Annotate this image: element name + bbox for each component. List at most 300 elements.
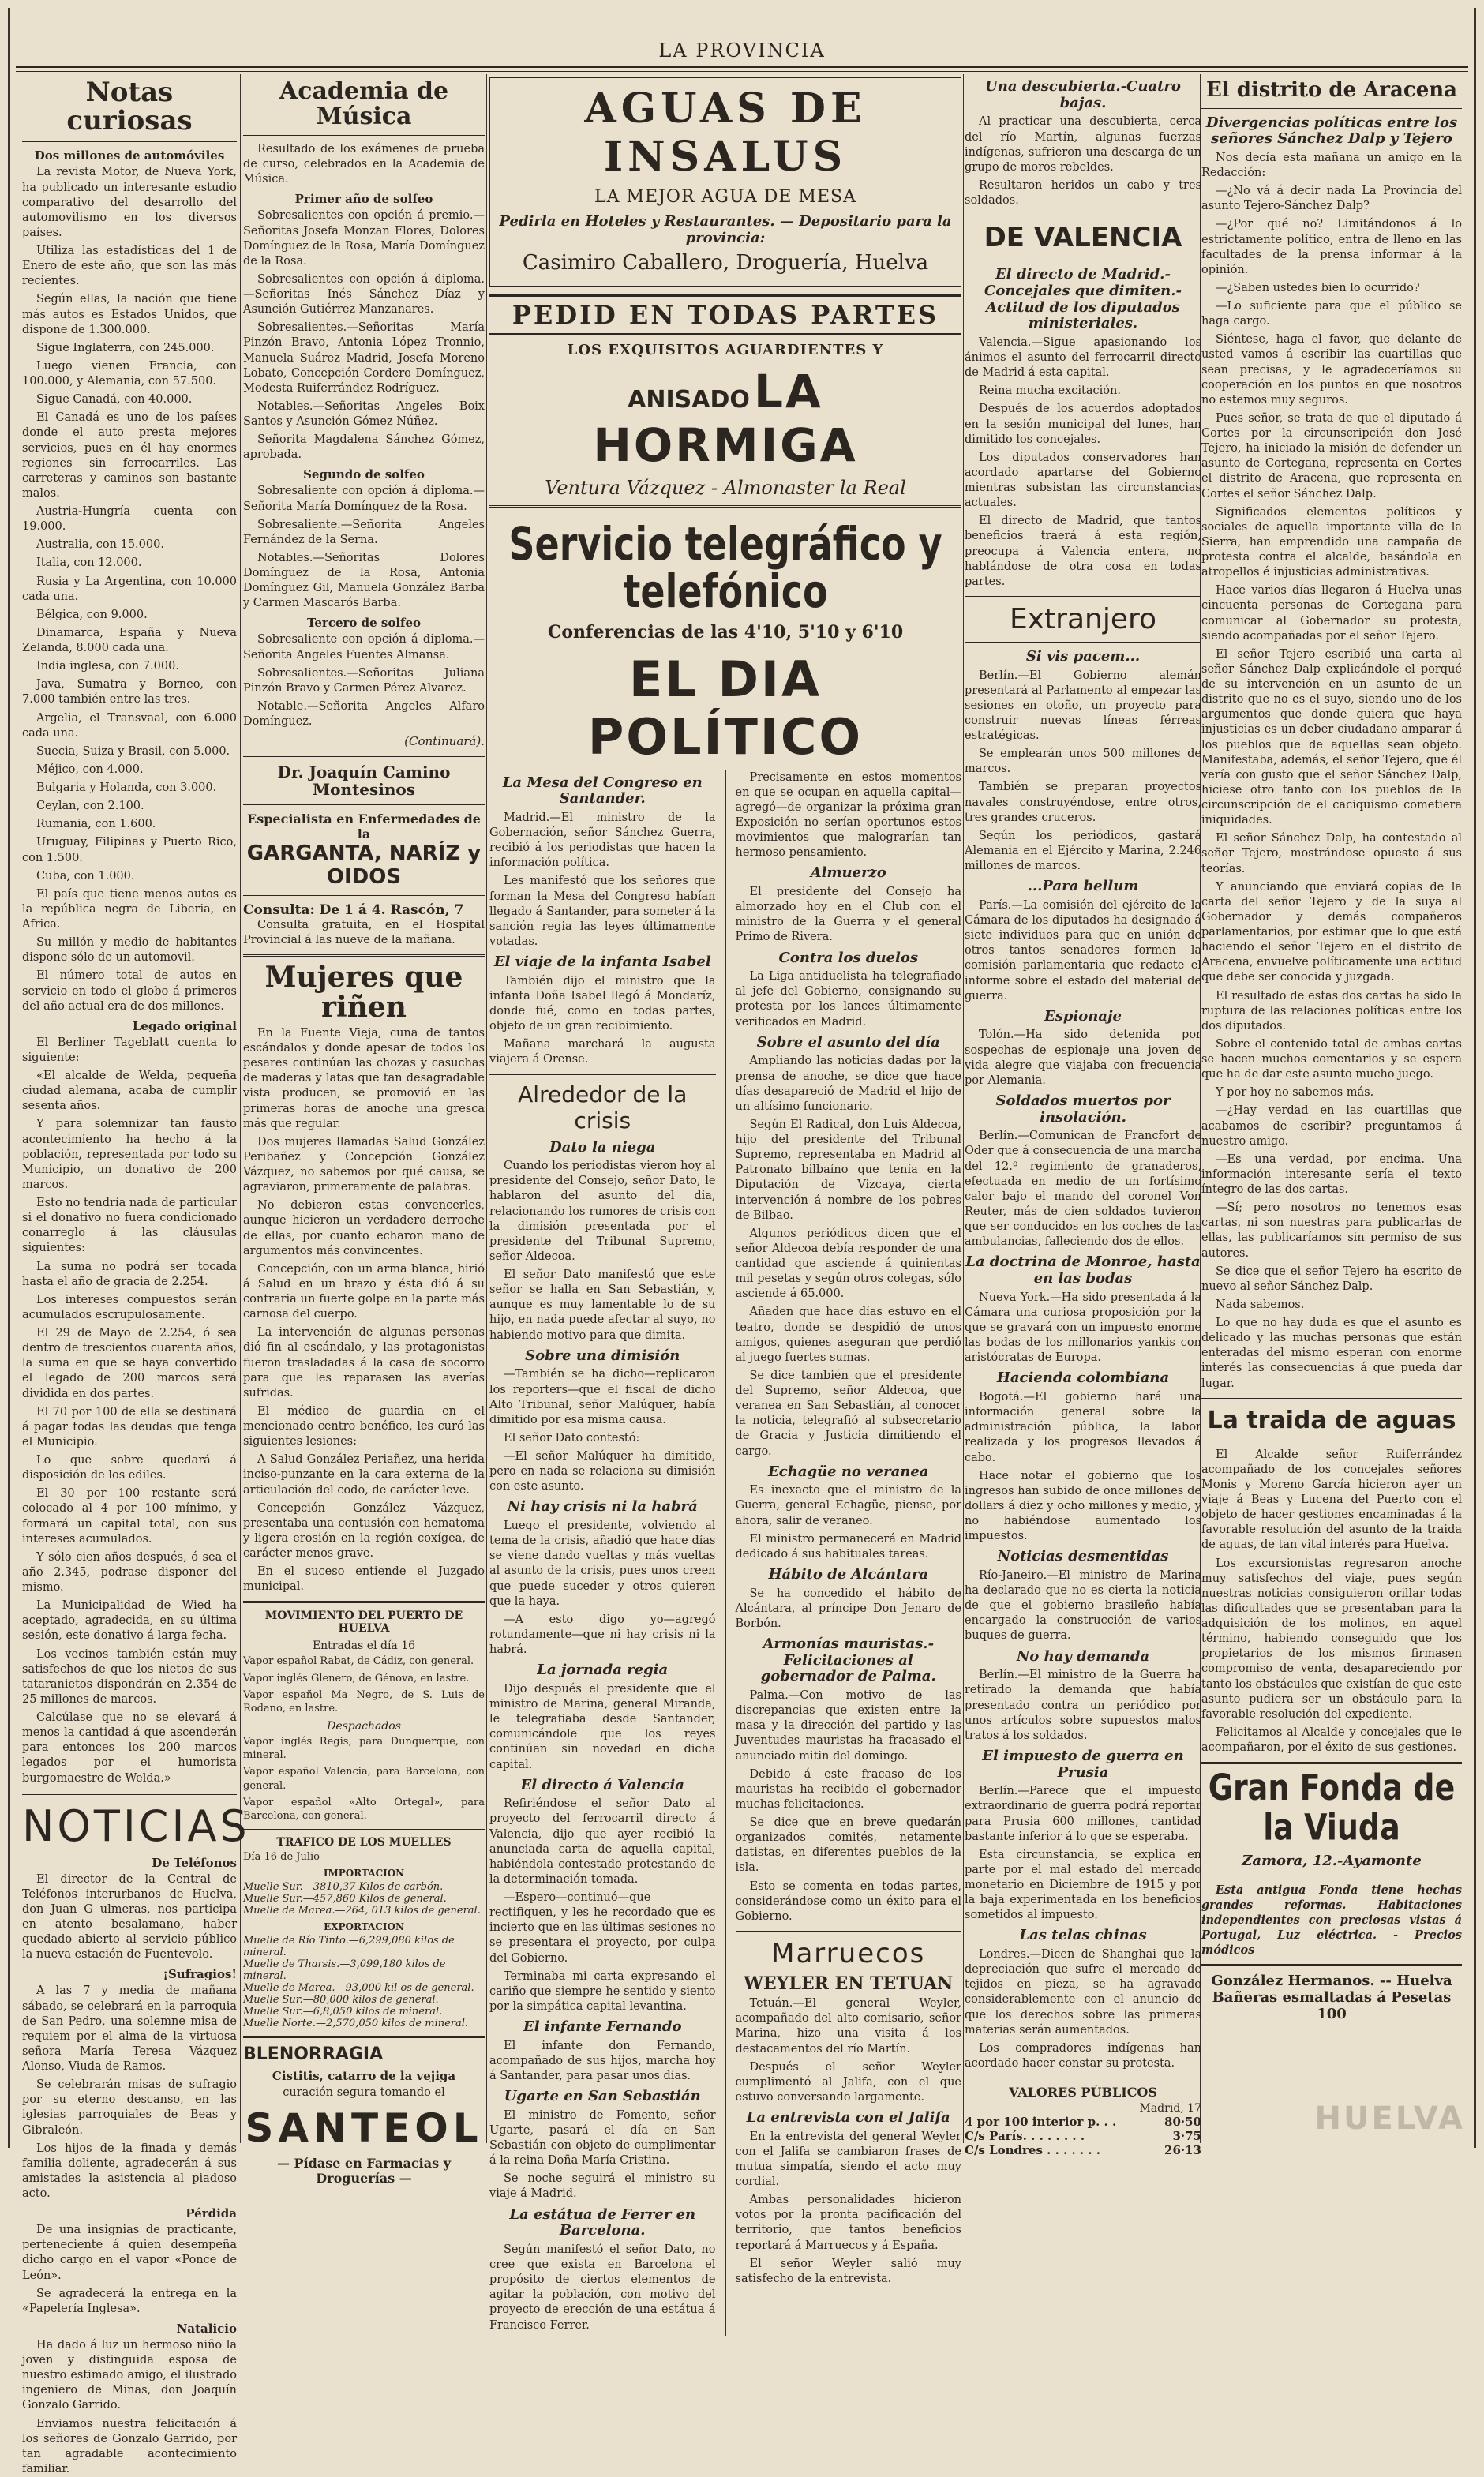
paragraph: En el suceso entiende el Juzgado municipal. bbox=[243, 1565, 485, 1594]
extranjero-title: Extranjero bbox=[965, 603, 1201, 635]
alrededor-title: Alrededor de la crisis bbox=[489, 1081, 716, 1134]
paragraph: Refiriéndose el señor Dato al proyecto del ferrocarril directo á Valencia, dijo que ayer recibió la anunciada carta de aquella capital, habiéndola contestado protestando de la determinación tomada. bbox=[489, 1797, 716, 1887]
fonda-address: Zamora, 12.-Ayamonte bbox=[1201, 1853, 1462, 1869]
paragraph: El resultado de estas dos cartas ha sido la ruptura de las relaciones políticas entre los dos diputados. bbox=[1201, 989, 1462, 1034]
sufragios-body bbox=[22, 1984, 237, 2202]
tercero-subtitle: Tercero de solfeo bbox=[243, 616, 485, 630]
divider bbox=[736, 1931, 962, 1932]
continuara: (Continuará). bbox=[243, 734, 485, 748]
mujeres-title: Mujeres que riñen bbox=[243, 963, 485, 1023]
paragraph: El presidente del Consejo ha almorzado hoy en el Club con el ministro de la Guerra y el general Primo de Rivera. bbox=[736, 885, 962, 946]
paragraph: Ceylan, con 2.100. bbox=[22, 799, 237, 814]
column-5 bbox=[1201, 74, 1462, 2143]
paragraph: El Alcalde señor Ruiferrández acompañado de los concejales señores Monis y Moreno García hicieron ayer un viaje á Beas y Lucena del Puerto con el objeto de hacer gestiones encaminadas á la favorable resolución del asunto de la traida de aguas, de tan vital interés para Huelva. bbox=[1201, 1448, 1462, 1553]
paragraph: Les manifestó que los señores que forman la Mesa del Congreso habían llegado á Santander, para someter á la sanción regia las leyes últimamente votadas. bbox=[489, 874, 716, 950]
paragraph: Muelle Sur.—80,000 kilos de general. bbox=[243, 1994, 485, 2006]
paragraph: Suecia, Suiza y Brasil, con 5.000. bbox=[22, 744, 237, 759]
directo-subtitle: El directo á Valencia bbox=[489, 1778, 716, 1794]
watermark: HUELVA bbox=[1315, 2100, 1465, 2137]
paragraph: India inglesa, con 7.000. bbox=[22, 659, 237, 674]
hormiga-ad bbox=[489, 365, 961, 472]
valencia-title: DE VALENCIA bbox=[965, 222, 1201, 253]
ugarte-body bbox=[489, 2108, 716, 2202]
legado-subtitle: Legado original bbox=[22, 1019, 237, 1033]
demanda-subtitle: No hay demanda bbox=[965, 1649, 1201, 1666]
column-4 bbox=[965, 74, 1201, 2143]
paragraph: Cuando los periodistas vieron hoy al presidente del Consejo, señor Dato, le hablaron del asunto del día, relacionando los rumores de crisis con la dimisión presentada por el presidente del Tribunal Supremo, señor Aldecoa. bbox=[489, 1159, 716, 1265]
paragraph: Luego el presidente, volviendo al tema de la crisis, añadió que hace días se viene dando vueltas y más vueltas al asunto de la crisis, pues unos creen que puede suceder y otros quieren que la haya. bbox=[489, 1519, 716, 1609]
paragraph: Esto no tendría nada de particular si el donativo no fuera condicionado conarreglo á las cláusulas siguientes: bbox=[22, 1196, 237, 1257]
mesa-body bbox=[489, 811, 716, 950]
paragraph: París.—La comisión del ejército de la Cámara de los diputados ha designado á siete individuos para que en unión de otros tantos senadores formen la comisión parlamentaria que redacte el informe sobre el estado del material de guerra. bbox=[965, 898, 1201, 1004]
paragraph: Felicitamos al Alcalde y concejales que le acompañaron, por el éxito de sus gestiones. bbox=[1201, 1726, 1462, 1756]
notas-subtitle: Dos millones de automóviles bbox=[22, 148, 237, 163]
estatua-subtitle: La estátua de Ferrer en Barcelona. bbox=[489, 2207, 716, 2239]
paragraph: La Liga antiduelista ha telegrafiado al jefe del Gobierno, consignando su protesta por los lances últimamente verificados en Madrid. bbox=[736, 969, 962, 1030]
divider bbox=[243, 1601, 485, 1603]
paragraph: Ambas personalidades hicieron votos por la pronta pacificación del territorio, que tantos beneficios reportará á Marruecos y á España. bbox=[736, 2193, 962, 2254]
paragraph: Y anunciando que enviará copias de la carta del señor Tejero y de la suya al Gobernador y demás compañeros parlamentarios, por estimar que lo que está haciendo el señor Tejero en el distrito de Aracena, envuelve políticamente una actitud que debe ser conocida y juzgada. bbox=[1201, 880, 1462, 986]
paragraph: El 70 por 100 de ella se destinará á pagar todas las deudas que tenga el Municipio. bbox=[22, 1405, 237, 1450]
paragraph: Se ha concedido el hábito de Alcántara, al príncipe Don Jenaro de Borbón. bbox=[736, 1587, 962, 1632]
masthead-title: LA PROVINCIA bbox=[16, 39, 1468, 62]
desmentidas-subtitle: Noticias desmentidas bbox=[965, 1549, 1201, 1565]
paragraph: Londres.—Dicen de Shanghai que la depreciación que sufre el mercado de tejidos en pieza, se ha agravado considerablemente con el anuncio de que los derechos sobre las primeras materias serán aumentados. bbox=[965, 1947, 1201, 2038]
paragraph: El señor Sánchez Dalp, ha contestado al señor Tejero, mostrándose opuesto á sus teorías. bbox=[1201, 831, 1462, 876]
madrid-subtitle: El directo de Madrid.-Concejales que dimiten.-Actitud de los diputados ministeriales. bbox=[965, 267, 1201, 332]
doctor-hospital: Consulta gratuita, en el Hospital Provincial á las nueve de la mañana. bbox=[243, 918, 485, 948]
anisado-label: ANISADO bbox=[628, 386, 750, 414]
paragraph: Siéntese, haga el favor, que delante de usted vamos á escribir las cuartillas que sean precisas, y le agradeceríamos su cooperación en los puntos en que nosotros no estemos muy seguros. bbox=[1201, 332, 1462, 408]
paragraph: —A esto digo yo—agregó rotundamente—que ni hay crisis ni la habrá. bbox=[489, 1613, 716, 1658]
prusia-subtitle: El impuesto de guerra en Prusia bbox=[965, 1748, 1201, 1781]
trafico-exportacion-list bbox=[243, 1935, 485, 2029]
telas-body bbox=[965, 1947, 1201, 2071]
soldados-body bbox=[965, 1129, 1201, 1250]
paragraph: El directo de Madrid, que tantos beneficios traerá á esta región, preocupa á Valencia entera, no hablándose de otra cosa en todas partes. bbox=[965, 514, 1201, 590]
paragraph: Muelle de Tharsis.—3,099,180 kilos de mineral. bbox=[243, 1958, 485, 1982]
paragraph: Y por hoy no sabemos más. bbox=[1201, 1085, 1462, 1100]
segundo-body bbox=[243, 484, 485, 611]
divider bbox=[22, 1793, 237, 1795]
paragraph: Australia, con 15.000. bbox=[22, 538, 237, 553]
paragraph: Berlín.—El ministro de la Guerra ha retirado la demanda que había presentado contra un periódico por unos artículos sobre supuestos malos tratos á los soldados. bbox=[965, 1668, 1201, 1744]
paragraph: Esto se comenta en todas partes, considerándose como un éxito para el Gobierno. bbox=[736, 1879, 962, 1924]
perdida-subtitle: Pérdida bbox=[22, 2206, 237, 2220]
paragraph: Sobresalientes.—Señoritas Juliana Pinzón Bravo y Carmen Pérez Alvarez. bbox=[243, 666, 485, 696]
paragraph: —Espero—continuó—que rectifiquen, y les he recordado que es incierto que en las últimas sesiones no se presentara el proyecto, por culpa del Gobierno. bbox=[489, 1891, 716, 1966]
segundo-subtitle: Segundo de solfeo bbox=[243, 467, 485, 482]
valores-row bbox=[965, 2129, 1201, 2143]
paragraph: Según El Radical, don Luis Aldecoa, hijo del presidente del Tribunal Supremo, representaba en Madrid al Patronato bilbaíno que tenía en la Diputación de Vizcaya, cierta intervención á nombre de los pobres de Bilbao. bbox=[736, 1118, 962, 1224]
madrid-body bbox=[965, 335, 1201, 590]
dimision-subtitle: Sobre una dimisión bbox=[489, 1348, 716, 1365]
paragraph: Los diputados conservadores han acordado apartarse del Gobierno mientras subsistan las circunstancias actuales. bbox=[965, 451, 1201, 512]
trafico-importacion: IMPORTACION bbox=[243, 1868, 485, 1879]
banos-ad: Bañeras esmaltadas á Pesetas 100 bbox=[1201, 1989, 1462, 2022]
paragraph: Dos mujeres llamadas Salud González Peribañez y Concepción González Vázquez, no sabemos por qué causa, se agraviaron, primeramente de palabras. bbox=[243, 1135, 485, 1196]
paragraph: Los intereses compuestos serán acumulados escrupulosamente. bbox=[22, 1293, 237, 1323]
desmentidas-body bbox=[965, 1568, 1201, 1644]
paragraph: El 30 por 100 restante será colocado al 4 por 100 mínimo, y formará un capital total, con sus intereses acumulados. bbox=[22, 1486, 237, 1547]
paragraph: —¿Hay verdad en las cuartillas que acabamos de escribir? preguntamos á nuestro amigo. bbox=[1201, 1104, 1462, 1149]
sufragios-subtitle: ¡Sufragios! bbox=[22, 1967, 237, 1981]
paragraph: Berlín.—El Gobierno alemán presentará al Parlamento al empezar las sesiones en otoño, un proyecto para construir nuevas líneas férreas estratégicas. bbox=[965, 669, 1201, 744]
paragraph: —También se ha dicho—replicaron los reporters—que el fiscal de dicho Alto Tribunal, señor Malúquer, había dimitido por esa misma causa. bbox=[489, 1367, 716, 1428]
viaje-subtitle: El viaje de la infanta Isabel bbox=[489, 954, 716, 971]
aguas-line: LA MEJOR AGUA DE MESA bbox=[498, 187, 953, 207]
notas-title: Notas curiosas bbox=[22, 79, 237, 135]
mesa-subtitle: La Mesa del Congreso en Santander. bbox=[489, 775, 716, 808]
column-3 bbox=[489, 74, 961, 2143]
monroe-body bbox=[965, 1291, 1201, 1366]
prusia-body bbox=[965, 1784, 1201, 1923]
almuerzo-body bbox=[736, 885, 962, 946]
hormiga-brand: LA HORMIGA bbox=[593, 365, 857, 472]
paragraph: Uruguay, Filipinas y Puerto Rico, con 1.500. bbox=[22, 835, 237, 865]
valores-value: 80·50 bbox=[1164, 2115, 1201, 2129]
demanda-body bbox=[965, 1668, 1201, 1744]
divider bbox=[489, 1074, 716, 1075]
paragraph: Algunos periódicos dicen que el señor Aldecoa debía responder de una cantidad que asciende á quinientas mil pesetas y según otros colegas, sólo asciende á 65.000. bbox=[736, 1227, 962, 1302]
telefonos-body bbox=[22, 1872, 237, 1963]
paragraph: Sobresaliente.—Señorita Angeles Fernández de la Serna. bbox=[243, 518, 485, 548]
column-divider bbox=[486, 74, 487, 2143]
trafico-title: TRAFICO DE LOS MUELLES bbox=[243, 1836, 485, 1849]
paragraph: Italia, con 12.000. bbox=[22, 556, 237, 571]
paragraph: Debido á este fracaso de los mauristas ha recibido el gobernador muchas felicitaciones. bbox=[736, 1767, 962, 1812]
dia-politico-title: EL DIA POLÍTICO bbox=[489, 650, 961, 766]
masthead bbox=[16, 51, 1468, 62]
divider bbox=[965, 642, 1201, 643]
valores-label: 4 por 100 interior p. . . bbox=[965, 2115, 1116, 2129]
paragraph: Se emplearán unos 500 millones de marcos. bbox=[965, 747, 1201, 777]
valores-title: VALORES PÚBLICOS bbox=[965, 2085, 1201, 2100]
asunto-body bbox=[736, 1054, 962, 1459]
entrevista-subtitle: La entrevista con el Jalifa bbox=[736, 2110, 962, 2127]
paragraph: Notables.—Señoritas Angeles Boix Santos y Asunción Gómez Núñez. bbox=[243, 399, 485, 429]
paragraph: —Es una verdad, por encima. Una información interesante sería el texto íntegro de las dos cartas. bbox=[1201, 1152, 1462, 1197]
paragraph: En la Fuente Vieja, cuna de tantos escándalos y donde apesar de todos los pesares continúan las chozas y casuchas de maderas y latas que tan desagradable vista producen, se promovió en las primeras horas de anoche una gresca más que regular. bbox=[243, 1026, 485, 1132]
pedid-banner: PEDID EN TODAS PARTES bbox=[489, 294, 961, 335]
paragraph: Se noche seguirá el ministro su viaje á Madrid. bbox=[489, 2172, 716, 2202]
paragraph: Vapor español Valencia, para Barcelona, con general. bbox=[243, 1765, 485, 1792]
column-2 bbox=[243, 74, 485, 2143]
paragraph: Los compradores indígenas han acordado hacer constar su protesta. bbox=[965, 2041, 1201, 2071]
paragraph: —¿Saben ustedes bien lo ocurrido? bbox=[1201, 281, 1462, 296]
aguas-title: AGUAS DE INSALUS bbox=[498, 84, 953, 181]
paragraph: Vapor inglés Regis, para Dunquerque, con mineral. bbox=[243, 1735, 485, 1762]
paragraph: Bogotá.—El gobierno hará una información general sobre la administración pública, la labor realizada y los progresos llevados á cabo. bbox=[965, 1390, 1201, 1466]
paragraph: Al practicar una descubierta, cerca del río Martín, algunas fuerzas indígenas, sufrieron una descarga de un grupo de moros rebeldes. bbox=[965, 114, 1201, 175]
paragraph: Añaden que hace días estuvo en el teatro, donde se despidió de unos amigos, quienes aseguran que perdió al juego fuertes sumas. bbox=[736, 1305, 962, 1366]
paragraph: Muelle Norte.—2,570,050 kilos de mineral. bbox=[243, 2018, 485, 2029]
paragraph: —¿No vá á decir nada La Provincia del asunto Tejero-Sánchez Dalp? bbox=[1201, 184, 1462, 214]
descubierta-subtitle: Una descubierta.-Cuatro bajas. bbox=[965, 79, 1201, 111]
paragraph: Se dice también que el presidente del Supremo, señor Aldecoa, que veranea en San Sebastián, al conocer la noticia, telegrafió al subsecretario de Gracia y Justicia dimitiendo el cargo. bbox=[736, 1369, 962, 1460]
natalicio-body bbox=[22, 2338, 237, 2477]
paragraph: —El señor Malúquer ha dimitido, pero en nada se relaciona su dimisión con este asunto. bbox=[489, 1449, 716, 1494]
primer-body bbox=[243, 208, 485, 463]
divider bbox=[489, 505, 961, 508]
paragraph: Notables.—Señoritas Dolores Domínguez de la Rosa, Antonia Domínguez Gil, Manuela González Barba y Carmen Mascarós Barba. bbox=[243, 551, 485, 612]
telefonos-subtitle: De Teléfonos bbox=[22, 1856, 237, 1870]
conferencias-line: Conferencias de las 4'10, 5'10 y 6'10 bbox=[489, 622, 961, 643]
paragraph: Según manifestó el señor Dato, no cree que exista en Barcelona el propósito de ciertos elementos de agitar la población, con motivo del proyecto de erección de una estátua á Francisco Ferrer. bbox=[489, 2243, 716, 2333]
paragraph: —Lo suficiente para que el público se haga cargo. bbox=[1201, 299, 1462, 329]
doctor-consulta: Consulta: De 1 á 4. Rascón, 7 bbox=[243, 902, 485, 918]
paragraph: Lo que no hay duda es que el asunto es delicado y las muchas personas que están enteradas del mismo esperan con enorme interés las consecuencias á que pueda dar lugar. bbox=[1201, 1316, 1462, 1392]
aracena-title: El distrito de Aracena bbox=[1201, 79, 1462, 102]
bellum-body bbox=[965, 898, 1201, 1004]
trafico-exportacion: EXPORTACION bbox=[243, 1921, 485, 1932]
valores-date: Madrid, 17 bbox=[965, 2102, 1201, 2115]
masthead-rule-thin bbox=[16, 71, 1468, 72]
paragraph: Se dice que el señor Tejero ha escrito de nuevo al señor Sánchez Dalp. bbox=[1201, 1265, 1462, 1295]
paragraph: Según los periódicos, gastará Alemania en el Ejército y Marina, 2.246 millones de marcos. bbox=[965, 829, 1201, 874]
paragraph: Concepción González Vázquez, presentaba una contusión con hematoma y ligera erosión en la región coxígea, de carácter menos grave. bbox=[243, 1501, 485, 1562]
echague-subtitle: Echagüe no veranea bbox=[736, 1464, 962, 1481]
paragraph: Vapor español Rabat, de Cádiz, con general. bbox=[243, 1654, 485, 1668]
paragraph: El señor Dato manifestó que este señor se halla en San Sebastián, y, aunque es muy lamentable lo de su hijo, en nada puede afectar al suyo, no habiendo motivo para que dimita. bbox=[489, 1268, 716, 1343]
aguas-depositario: Casimiro Caballero, Droguería, Huelva bbox=[498, 251, 953, 275]
valores-row bbox=[965, 2143, 1201, 2157]
paragraph: «El alcalde de Welda, pequeña ciudad alemana, acaba de cumplir sesenta años. bbox=[22, 1069, 237, 1114]
paragraph: Notable.—Señorita Angeles Alfaro Domínguez. bbox=[243, 699, 485, 729]
paragraph: Madrid.—El ministro de la Gobernación, señor Sánchez Guerra, recibió á los periodistas que hacen la información política. bbox=[489, 811, 716, 871]
paragraph: Nos decía esta mañana un amigo en la Redacción: bbox=[1201, 151, 1462, 181]
armonias-body bbox=[736, 1688, 962, 1924]
academia-intro: Resultado de los exámenes de prueba de curso, celebrados en la Academia de Música. bbox=[243, 142, 485, 187]
dia-politico-columns bbox=[489, 770, 961, 2336]
intro-body bbox=[736, 770, 962, 861]
soldados-subtitle: Soldados muertos por insolación. bbox=[965, 1093, 1201, 1126]
paragraph: Austria-Hungría cuenta con 19.000. bbox=[22, 504, 237, 534]
marruecos-title: Marruecos bbox=[736, 1938, 962, 1969]
divider bbox=[243, 755, 485, 757]
dia-left bbox=[489, 770, 716, 2336]
divider bbox=[965, 596, 1201, 597]
infante-subtitle: El infante Fernando bbox=[489, 2019, 716, 2036]
column-divider bbox=[963, 74, 964, 2143]
fonda-title: Gran Fonda de la Viuda bbox=[1201, 1769, 1462, 1848]
paragraph: En la entrevista del general Weyler con el Jalifa se cambiaron frases de mutua simpatía, siendo el acto muy cordial. bbox=[736, 2130, 962, 2190]
divider bbox=[243, 2036, 485, 2038]
dato-subtitle: Dato la niega bbox=[489, 1140, 716, 1156]
academia-title: Academia de Música bbox=[243, 79, 485, 129]
paragraph: Según ellas, la nación que tiene más autos es Estados Unidos, que dispone de 1.300.000. bbox=[22, 292, 237, 337]
paragraph: Enviamos nuestra felicitación á los señores de Gonzalo Garrido, por tan agradable acontecimiento familiar. bbox=[22, 2417, 237, 2477]
paragraph: Sobresalientes.—Señoritas María Pinzón Bravo, Antonia López Tronnio, Manuela Suárez Madrid, Josefa Moreno Lobato, Concepción Cordero Domínguez, Modesta Ruiferrández Rodríguez. bbox=[243, 320, 485, 396]
paragraph: Sobresalientes con opción á premio.—Señoritas Josefa Monzan Flores, Dolores Domínguez de la Rosa, María Domínguez de la Rosa. bbox=[243, 208, 485, 269]
paragraph: Hace varios días llegaron á Huelva unas cincuenta personas de Cortegana para comunicar al Gobernador su protesta, siendo acompañadas por el señor Tejero. bbox=[1201, 583, 1462, 644]
natalicio-subtitle: Natalicio bbox=[22, 2321, 237, 2336]
tercero-body bbox=[243, 632, 485, 729]
jornada-subtitle: La jornada regia bbox=[489, 1662, 716, 1679]
blenorragia-cure: curación segura tomando el bbox=[243, 2085, 485, 2100]
valores-label: C/s Londres . . . . . . . bbox=[965, 2143, 1100, 2157]
paragraph: Lo que sobre quedará á disposición de los ediles. bbox=[22, 1453, 237, 1483]
paragraph: Terminaba mi carta expresando el cariño que siempre he sentido y siento por la simpática capital levantina. bbox=[489, 1969, 716, 2014]
paragraph: El director de la Central de Teléfonos interurbanos de Huelva, don Juan G ulmeras, nos participa en atento besalamano, haber quedado abierto al servicio público la nueva estación de Fuentevolo. bbox=[22, 1872, 237, 1963]
paragraph: Rusia y La Argentina, con 10.000 cada una. bbox=[22, 575, 237, 605]
hacienda-body bbox=[965, 1390, 1201, 1544]
paragraph: No debieron estas convencerles, aunque hicieron un verdadero derroche de ellas, por cuanto echaron mano de argumentos más convincentes. bbox=[243, 1198, 485, 1259]
blenorragia-title: BLENORRAGIA bbox=[243, 2044, 485, 2064]
notas-body bbox=[22, 165, 237, 1014]
paragraph: Se celebrarán misas de sufragio por su eterno descanso, en las iglesias parroquiales de Beas y Gibraleón. bbox=[22, 2078, 237, 2138]
movimiento-title: MOVIMIENTO DEL PUERTO DE HUELVA bbox=[243, 1609, 485, 1635]
paragraph: Hace notar el gobierno que los ingresos han subido de once millones de dollars á diez y ocho millones y medio, y no habiéndose aumentado los impuestos. bbox=[965, 1469, 1201, 1545]
espionaje-body bbox=[965, 1028, 1201, 1089]
paragraph: Pues señor, se trata de que el diputado á Cortes por la circunscripción don José Tejero, ha iniciado la misión de defender un asunto de Cortegana, representa en Cortes el distrito de Aracena, que representa en Cortes el señor Sánchez Dalp. bbox=[1201, 411, 1462, 502]
paragraph: A las 7 y media de mañana sábado, se celebrará en la parroquia de San Pedro, una solemne misa de requiem por el alma de la virtuosa señora María Teresa Vázquez Alonso, Viuda de Ramos. bbox=[22, 1984, 237, 2074]
bellum-subtitle: ...Para bellum bbox=[965, 879, 1201, 895]
divider bbox=[1201, 1398, 1462, 1400]
paragraph: La intervención de algunas personas dió fin al escándalo, y las protagonistas fueron trasladadas á la casa de socorro para que les reparasen las averías sufridas. bbox=[243, 1325, 485, 1401]
paragraph: Su millón y medio de habitantes dispone sólo de un automovil. bbox=[22, 935, 237, 965]
trafico-date: Día 16 de Julio bbox=[243, 1851, 485, 1863]
paragraph: Bulgaria y Holanda, con 3.000. bbox=[22, 781, 237, 796]
paragraph: Después el señor Weyler cumplimentó al Jalifa, con el que estuvo conversando largamente. bbox=[736, 2060, 962, 2105]
nohay-subtitle: Ni hay crisis ni la habrá bbox=[489, 1499, 716, 1516]
ventura-line: Ventura Vázquez - Almonaster la Real bbox=[489, 477, 961, 499]
paragraph: Cuba, con 1.000. bbox=[22, 869, 237, 884]
paragraph: El señor Dato contestó: bbox=[489, 1431, 716, 1446]
doctor-ad bbox=[243, 763, 485, 948]
valores-label: C/s París. . . . . . . . bbox=[965, 2129, 1085, 2143]
paragraph: La suma no podrá ser tocada hasta el año de gracia de 2.254. bbox=[22, 1260, 237, 1290]
paragraph: Nada sabemos. bbox=[1201, 1298, 1462, 1313]
paragraph: Muelle Sur.—3810,37 Kilos de carbón. bbox=[243, 1881, 485, 1893]
paragraph: Nueva York.—Ha sido presentada á la Cámara una curiosa proposición por la que se gravará con un impuesto enorme las bodas de los millonarios yankis con aristócratas de Europa. bbox=[965, 1291, 1201, 1366]
paragraph: Rumania, con 1.600. bbox=[22, 817, 237, 832]
paragraph: Sigue Canadá, con 40.000. bbox=[22, 392, 237, 407]
divider bbox=[243, 135, 485, 136]
paragraph: Esta circunstancia, se explica en parte por el mal estado del mercado monetario en Diciembre de 1915 y por la baja experimentada en los beneficios sometidos al impuesto. bbox=[965, 1848, 1201, 1924]
paragraph: Y sólo cien años después, ó sea el año 2.345, podrase disponer del mismo. bbox=[22, 1550, 237, 1595]
monroe-subtitle: La doctrina de Monroe, hasta en las bodas bbox=[965, 1254, 1201, 1287]
estatua-body bbox=[489, 2243, 716, 2333]
habito-body bbox=[736, 1587, 962, 1632]
jornada-body bbox=[489, 1682, 716, 1773]
primer-subtitle: Primer año de solfeo bbox=[243, 192, 485, 206]
duelos-body bbox=[736, 969, 962, 1030]
divider bbox=[243, 1829, 485, 1830]
paragraph: Reina mucha excitación. bbox=[965, 384, 1201, 399]
noticias-title: NOTICIAS bbox=[22, 1801, 237, 1851]
traida-body bbox=[1201, 1448, 1462, 1756]
paragraph: Bélgica, con 9.000. bbox=[22, 608, 237, 623]
paragraph: —Sí; pero nosotros no tenemos esas cartas, ni son nuestras para publicarlas de ellas, las publicaríamos sin permiso de sus autores. bbox=[1201, 1201, 1462, 1261]
entrevista-body bbox=[736, 2130, 962, 2287]
paragraph: De una insignias de practicante, perteneciente á quien desempeña dicho cargo en el vapor «Ponce de León». bbox=[22, 2223, 237, 2284]
paragraph: Mañana marchará la augusta viajera á Orense. bbox=[489, 1037, 716, 1067]
doctor-specialty-big: GARGANTA, NARÍZ y OIDOS bbox=[243, 841, 485, 889]
ugarte-subtitle: Ugarte en San Sebastián bbox=[489, 2089, 716, 2105]
paragraph: Los excursionistas regresaron anoche muy satisfechos del viaje, pues según nuestras noticias consiguieron orillar todas las dificultades que se presentaban para la adquisición de los molinos, en aquel término, habiendo conseguido que los propietarios de los mismos firmasen compromiso de venta, desapareciendo por tanto los obstáculos que existían de que este asunto pudiera ser un obstáculo para la favorable resolución del expediente. bbox=[1201, 1557, 1462, 1722]
paragraph: Vapor inglés Glenero, de Génova, en lastre. bbox=[243, 1672, 485, 1685]
paragraph: El Berliner Tageblatt cuenta lo siguiente: bbox=[22, 1036, 237, 1066]
dato-body bbox=[489, 1159, 716, 1343]
paragraph: Argelia, el Transvaal, con 6.000 cada una. bbox=[22, 711, 237, 741]
paragraph: Se agradecerá la entrega en la «Papelería Inglesa». bbox=[22, 2287, 237, 2317]
traida-title: La traida de aguas bbox=[1201, 1407, 1462, 1434]
paragraph: El señor Tejero escribió una carta al señor Sánchez Dalp explicándole el porqué de su intervención en un asunto de un distrito que no es el suyo, siendo uno de los argumentos que donde quiera que haya injusticias es un deber ciudadano amparar á los pueblos que de aquellas sean objeto. Manifestaba, además, el señor Tejero, que él vería con gusto que el señor Sánchez Dalp, hiciese otro tanto con los pueblos de la circunscripción de el caciquismo cometiera iniquidades. bbox=[1201, 647, 1462, 829]
aguas-insalus-ad bbox=[489, 77, 961, 287]
trafico-importacion-list bbox=[243, 1881, 485, 1917]
directo-body bbox=[489, 1797, 716, 2014]
movimiento-despachados: Despachados bbox=[243, 1720, 485, 1733]
pacem-body bbox=[965, 669, 1201, 875]
aracena-subtitle: Divergencias políticas entre los señores Sánchez Dalp y Tejero bbox=[1201, 115, 1462, 148]
divider bbox=[243, 804, 485, 805]
paragraph: Dijo después el presidente que el ministro de Marina, general Miranda, le telegrafiaba desde Santander, comunicándole que los reyes continúan sin novedad en dicha capital. bbox=[489, 1682, 716, 1773]
paragraph: Muelle Sur.—6,8,050 kilos de mineral. bbox=[243, 2006, 485, 2018]
divider bbox=[22, 141, 237, 142]
divider bbox=[243, 895, 485, 896]
movimiento-puerto bbox=[243, 1609, 485, 2029]
paragraph: Río-Janeiro.—El ministro de Marina ha declarado que no es cierta la noticia de que el gobierno brasileño había encargado la construcción de varios buques de guerra. bbox=[965, 1568, 1201, 1644]
blenorragia-sub: Cistitis, catarro de la vejiga bbox=[243, 2069, 485, 2083]
dimision-body bbox=[489, 1367, 716, 1494]
paragraph: Tetuán.—El general Weyler, acompañado del alto comisario, señor Marina, hizo una visita á los destacamentos del río Martín. bbox=[736, 1996, 962, 2057]
doctor-name: Dr. Joaquín Camino Montesinos bbox=[243, 763, 485, 798]
paragraph: Valencia.—Sigue apasionando los ánimos el asunto del ferrocarril directo de Madrid á esta capital. bbox=[965, 335, 1201, 380]
pidase-line: — Pídase en Farmacias y Droguerías — bbox=[243, 2156, 485, 2186]
paragraph: El médico de guardia en el mencionado centro benéfico, les curó las siguientes lesiones: bbox=[243, 1404, 485, 1449]
fonda-text: Esta antigua Fonda tiene hechas grandes reformas. Habitaciones independientes con preciosas vistas á Portugal, Luz eléctrica. - Precios módicos bbox=[1201, 1883, 1462, 1958]
paragraph: —¿Por qué no? Limitándonos á lo estrictamente político, entra de lleno en las facultades de la prensa informar á la opinión. bbox=[1201, 217, 1462, 278]
paragraph: El Canadá es uno de los países donde el auto presta mejores servicios, pues en él hay enormes regiones sin ferrocarriles. Las carreteras y caminos son bastante malos. bbox=[22, 410, 237, 501]
paragraph: Resultaron heridos un cabo y tres soldados. bbox=[965, 178, 1201, 208]
aracena-body bbox=[1201, 151, 1462, 1392]
paragraph: Calcúlase que no se elevará á menos la cantidad á que ascenderán para entonces los 200 marcos legados por el humorista burgomaestre de Welda.» bbox=[22, 1711, 237, 1786]
paragraph: Muelle de Marea.—264, 013 kilos de general. bbox=[243, 1905, 485, 1917]
paragraph: También se preparan proyectos navales construyéndose, entre otros, tres grandes cruceros. bbox=[965, 780, 1201, 825]
masthead-rule bbox=[16, 66, 1468, 68]
doctor-specialty: Especialista en Enfermedades de la bbox=[243, 811, 485, 841]
asunto-subtitle: Sobre el asunto del día bbox=[736, 1035, 962, 1051]
paragraph: Palma.—Con motivo de las discrepancias que existen entre la masa y la dirección del partido y las Juventudes mauristas ha fracasado el anunciado mitin del domingo. bbox=[736, 1688, 962, 1764]
paragraph: El señor Weyler salió muy satisfecho de la entrevista. bbox=[736, 2257, 962, 2287]
armonias-subtitle: Armonías mauristas.-Felicitaciones al gobernador de Palma. bbox=[736, 1636, 962, 1685]
paragraph: Y para solemnizar tan fausto acontecimiento ha hecho á la población, representada por todo su Municipio, un donativo de 200 marcos. bbox=[22, 1117, 237, 1193]
almuerzo-subtitle: Almuerzo bbox=[736, 865, 962, 882]
paragraph: Vapor español Ma Negro, de S. Luis de Rodano, en lastre. bbox=[243, 1688, 485, 1715]
paragraph: Ha dado á luz un hermoso niño la joven y distinguida esposa de nuestro estimado amigo, el ilustrado ingeniero de Minas, don Joaquín Gonzalo Garrido. bbox=[22, 2338, 237, 2414]
paragraph: Luego vienen Francia, con 100.000, y Alemania, con 57.500. bbox=[22, 359, 237, 389]
duelos-subtitle: Contra los duelos bbox=[736, 950, 962, 967]
paragraph: La Municipalidad de Wied ha aceptado, agradecida, en su última sesión, este donativo á larga fecha. bbox=[22, 1598, 237, 1643]
paragraph: El ministro de Fomento, señor Ugarte, pasará el día en San Sebastián con objeto de cumplimentar á la reina Doña María Cristina. bbox=[489, 2108, 716, 2169]
legado-body bbox=[22, 1036, 237, 1786]
perdida-body bbox=[22, 2223, 237, 2317]
infante-body bbox=[489, 2039, 716, 2084]
paragraph: Después de los acuerdos adoptados en la sesión municipal del lunes, han dimitido los concejales. bbox=[965, 402, 1201, 447]
movimiento-despachados-list bbox=[243, 1735, 485, 1823]
nohay-body bbox=[489, 1519, 716, 1658]
paragraph: Sobresaliente con opción á diploma.—Señorita Angeles Fuentes Almansa. bbox=[243, 632, 485, 662]
paragraph: Muelle Sur.—457,860 Kilos de general. bbox=[243, 1893, 485, 1905]
paragraph: El infante don Fernando, acompañado de sus hijos, marcha hoy á Santander, para pasar unos días. bbox=[489, 2039, 716, 2084]
paragraph: También dijo el ministro que la infanta Doña Isabel llegó á Mondaríz, donde fué, como en todas partes, objeto de un gran recibimiento. bbox=[489, 974, 716, 1035]
paragraph: Señorita Magdalena Sánchez Gómez, aprobada. bbox=[243, 433, 485, 463]
hacienda-subtitle: Hacienda colombiana bbox=[965, 1370, 1201, 1387]
paragraph: Utiliza las estadísticas del 1 de Enero de este año, que son las más recientes. bbox=[22, 244, 237, 289]
paragraph: La revista Motor, de Nueva York, ha publicado un interesante estudio comparativo del desarrollo del automovilismo en los diversos países. bbox=[22, 165, 237, 241]
exquisitos-line: LOS EXQUISITOS AGUARDIENTES Y bbox=[489, 342, 961, 358]
